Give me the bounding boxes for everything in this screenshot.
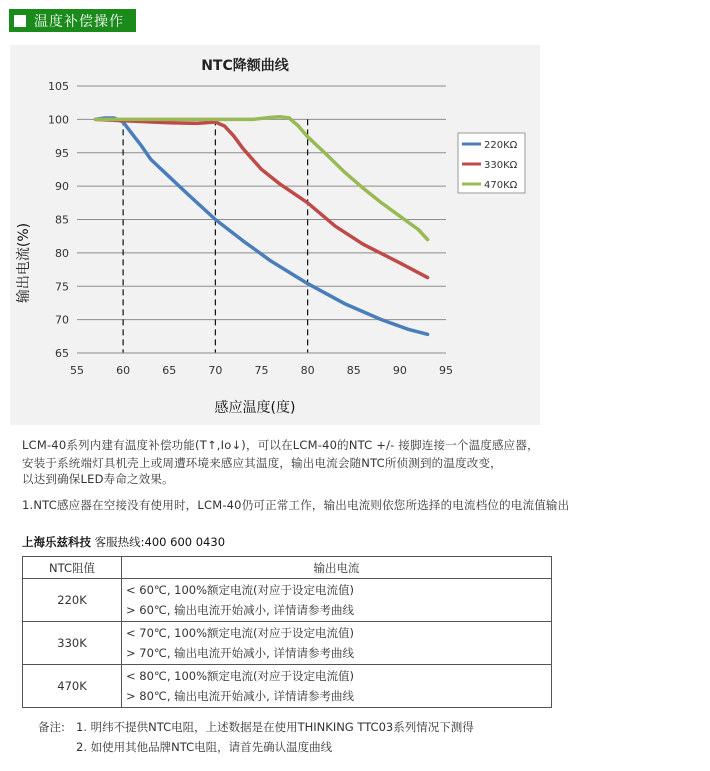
note-row (38, 717, 474, 737)
resistance-cell: 330K (23, 622, 122, 665)
y-tick-label: 100 (48, 113, 69, 127)
x-tick-label: 85 (346, 364, 361, 377)
table-row (23, 622, 552, 665)
hotline-label: 客服热线: (91, 535, 145, 549)
description-line: < 80℃, 100%额定电流(对应于设定电流值) (126, 669, 354, 683)
intro-line-3: 以达到确保LED寿命之效果。 (22, 472, 174, 486)
hotline-number: 400 600 0430 (144, 535, 226, 549)
ntc-derating-chart (10, 45, 540, 425)
section-header (9, 9, 136, 32)
chart-y-ticks (48, 80, 69, 360)
x-tick-label: 55 (70, 364, 84, 377)
table-row (23, 579, 552, 622)
series-line (96, 118, 428, 334)
description-line: > 70℃, 输出电流开始减小, 详情请参考曲线 (126, 646, 354, 660)
y-tick-label: 85 (55, 213, 69, 227)
intro-line-2: 安装于系统端灯具机壳上或周遭环境来感应其温度，输出电流会随NTC所侦测到的温度改变， (22, 456, 502, 470)
y-tick-label: 95 (55, 146, 69, 160)
note-1: 1. 明纬不提供NTC电阻，上述数据是在使用THINKING TTC03系列情况下测得 (76, 720, 474, 734)
notes-label-spacer (38, 737, 76, 757)
chart-svg (10, 45, 540, 425)
description-line: > 60℃, 输出电流开始减小, 详情请参考曲线 (126, 603, 354, 617)
chart-x-ticks (70, 364, 453, 377)
table-header-row (23, 557, 552, 579)
header-output-current: 输出电流 (122, 557, 552, 579)
legend-label: 470KΩ (484, 180, 518, 191)
chart-series (96, 117, 428, 335)
y-tick-label: 65 (55, 347, 69, 360)
note-point-1: 1.NTC感应器在空接没有使用时，LCM-40仍可正常工作，输出电流则依您所选择的电流档位的电流值输出 (22, 498, 570, 512)
legend-label: 330KΩ (484, 160, 518, 171)
series-line (96, 117, 428, 240)
x-tick-label: 75 (254, 364, 269, 377)
square-icon (14, 15, 26, 27)
notes (38, 717, 474, 757)
x-tick-label: 65 (162, 364, 177, 377)
description-line: < 60℃, 100%额定电流(对应于设定电流值) (126, 583, 354, 597)
x-tick-label: 95 (439, 364, 453, 377)
description-line: > 80℃, 输出电流开始减小, 详情请参考曲线 (126, 689, 354, 703)
intro-line-1: LCM-40系列内建有温度补偿功能(T↑,Io↓)，可以在LCM-40的NTC +/- 接脚连接一个温度感应器， (22, 438, 539, 452)
hotline (22, 534, 225, 550)
chart-title: NTC降额曲线 (201, 58, 289, 74)
y-tick-label: 75 (55, 280, 69, 294)
x-tick-label: 60 (116, 364, 131, 377)
x-tick-label: 80 (300, 364, 315, 377)
resistance-cell: 220K (23, 579, 122, 622)
description-cell (122, 622, 552, 665)
x-tick-label: 90 (392, 364, 407, 377)
legend-label: 220KΩ (484, 140, 518, 151)
chart-legend (458, 133, 525, 193)
y-tick-label: 80 (55, 246, 69, 260)
y-tick-label: 70 (55, 313, 69, 327)
y-axis-label: 输出电流(%) (16, 222, 32, 304)
table-row (23, 665, 552, 708)
x-tick-label: 70 (208, 364, 223, 377)
resistance-cell: 470K (23, 665, 122, 708)
brand-name: 上海乐兹科技 (22, 535, 91, 549)
y-tick-label: 90 (55, 180, 69, 194)
y-tick-label: 105 (48, 80, 69, 93)
x-axis-label: 感应温度(度) (214, 400, 296, 416)
header-resistance: NTC阻值 (23, 557, 122, 579)
description-cell (122, 579, 552, 622)
chart-reference-lines (123, 119, 308, 353)
description-cell (122, 665, 552, 708)
ntc-spec-table (22, 556, 552, 708)
section-title: 温度补偿操作 (34, 13, 124, 30)
note-row (38, 737, 474, 757)
note-2: 2. 如使用其他品牌NTC电阻，请首先确认温度曲线 (76, 740, 333, 754)
description-line: < 70℃, 100%额定电流(对应于设定电流值) (126, 626, 354, 640)
notes-label: 备注: (38, 720, 65, 734)
